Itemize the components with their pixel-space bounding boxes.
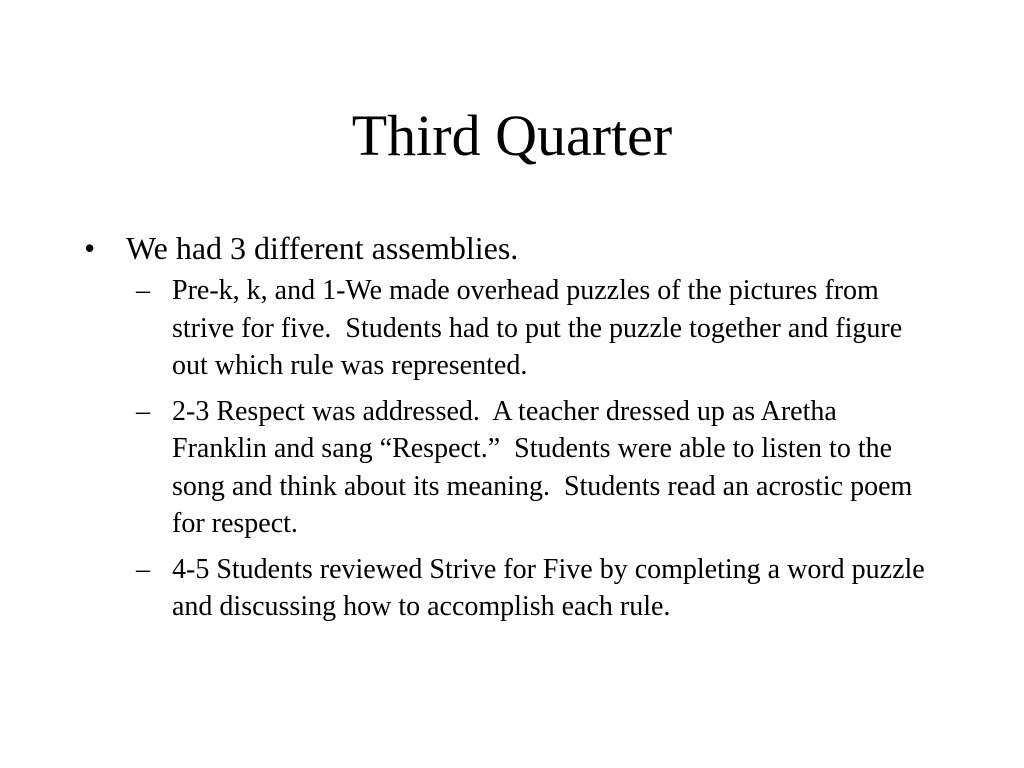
- dash-icon: –: [136, 553, 150, 585]
- slide-title: Third Quarter: [351, 103, 673, 168]
- sub-bullet-item: [84, 551, 932, 626]
- bullet-text: We had 3 different assemblies.: [126, 230, 519, 266]
- sub-bullet-text: 4-5 Students reviewed Strive for Five by completing a word puzzle and discussing how to accomplish each rule.: [172, 553, 932, 622]
- dash-icon: –: [136, 395, 150, 427]
- sub-bullet-item: [84, 272, 932, 385]
- sub-bullet-list: [84, 272, 944, 626]
- slide-body: [84, 226, 944, 634]
- bullet-item: [84, 226, 944, 270]
- sub-bullet-text: 2-3 Respect was addressed. A teacher dressed up as Aretha Franklin and sang “Respect.” Students were able to listen to the song and think about its meaning. Students read an acrostic poem for respect.: [172, 395, 920, 539]
- bullet-dot-icon: •: [84, 230, 96, 266]
- sub-bullet-item: [84, 393, 932, 543]
- sub-bullet-group: [84, 272, 944, 626]
- dash-icon: –: [136, 275, 150, 306]
- sub-bullet-text: Pre-k, k, and 1-We made overhead puzzles of the pictures from strive for five. Students had to put the puzzle together and figure out which rule was represented.: [172, 275, 910, 381]
